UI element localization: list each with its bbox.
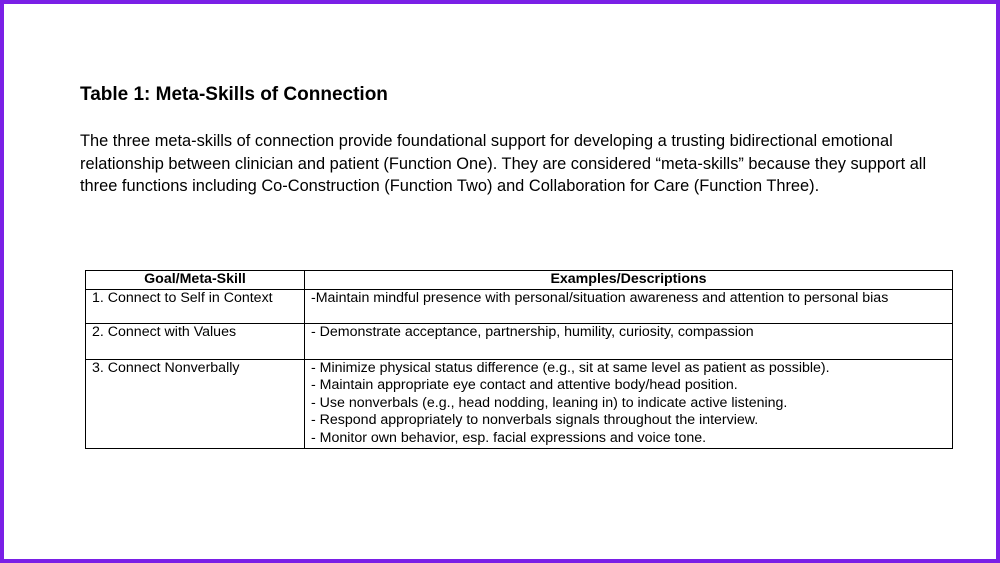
table-title: Table 1: Meta-Skills of Connection bbox=[80, 84, 388, 105]
example-line: - Monitor own behavior, esp. facial expressions and voice tone. bbox=[311, 429, 707, 446]
example-line: - Maintain appropriate eye contact and attentive body/head position. bbox=[311, 377, 738, 393]
examples-cell bbox=[305, 359, 953, 448]
meta-skills-table bbox=[85, 270, 953, 449]
examples-cell bbox=[305, 323, 953, 359]
table-row bbox=[86, 323, 953, 359]
table-row bbox=[86, 289, 953, 323]
intro-paragraph: The three meta-skills of connection provide foundational support for developing a trusting bidirectional emotional relationship between clinician and patient (Function One). They are considered “meta-skills” because they support all three functions including Co-Construction (Function Two) and Collaboration for Care (Function Three). bbox=[80, 132, 927, 195]
goal-cell bbox=[86, 323, 305, 359]
goal-text: 1. Connect to Self in Context bbox=[92, 289, 273, 306]
example-line: - Minimize physical status difference (e.g., sit at same level as patient as possible). bbox=[311, 359, 830, 376]
goal-cell bbox=[86, 289, 305, 323]
example-line: - Use nonverbals (e.g., head nodding, leaning in) to indicate active listening. bbox=[311, 394, 788, 411]
column-header-examples: Examples/Descriptions bbox=[305, 271, 953, 290]
table-row bbox=[86, 359, 953, 448]
examples-cell bbox=[305, 289, 953, 323]
goal-cell bbox=[86, 359, 305, 448]
example-line: -Maintain mindful presence with personal/situation awareness and attention to personal bias bbox=[311, 289, 889, 306]
goal-text: 2. Connect with Values bbox=[92, 323, 237, 340]
table-header-row bbox=[86, 271, 953, 290]
column-header-goal: Goal/Meta-Skill bbox=[86, 271, 305, 290]
goal-text: 3. Connect Nonverbally bbox=[92, 359, 240, 376]
example-line: - Demonstrate acceptance, partnership, humility, curiosity, compassion bbox=[311, 323, 754, 340]
example-line: - Respond appropriately to nonverbals signals throughout the interview. bbox=[311, 412, 759, 428]
